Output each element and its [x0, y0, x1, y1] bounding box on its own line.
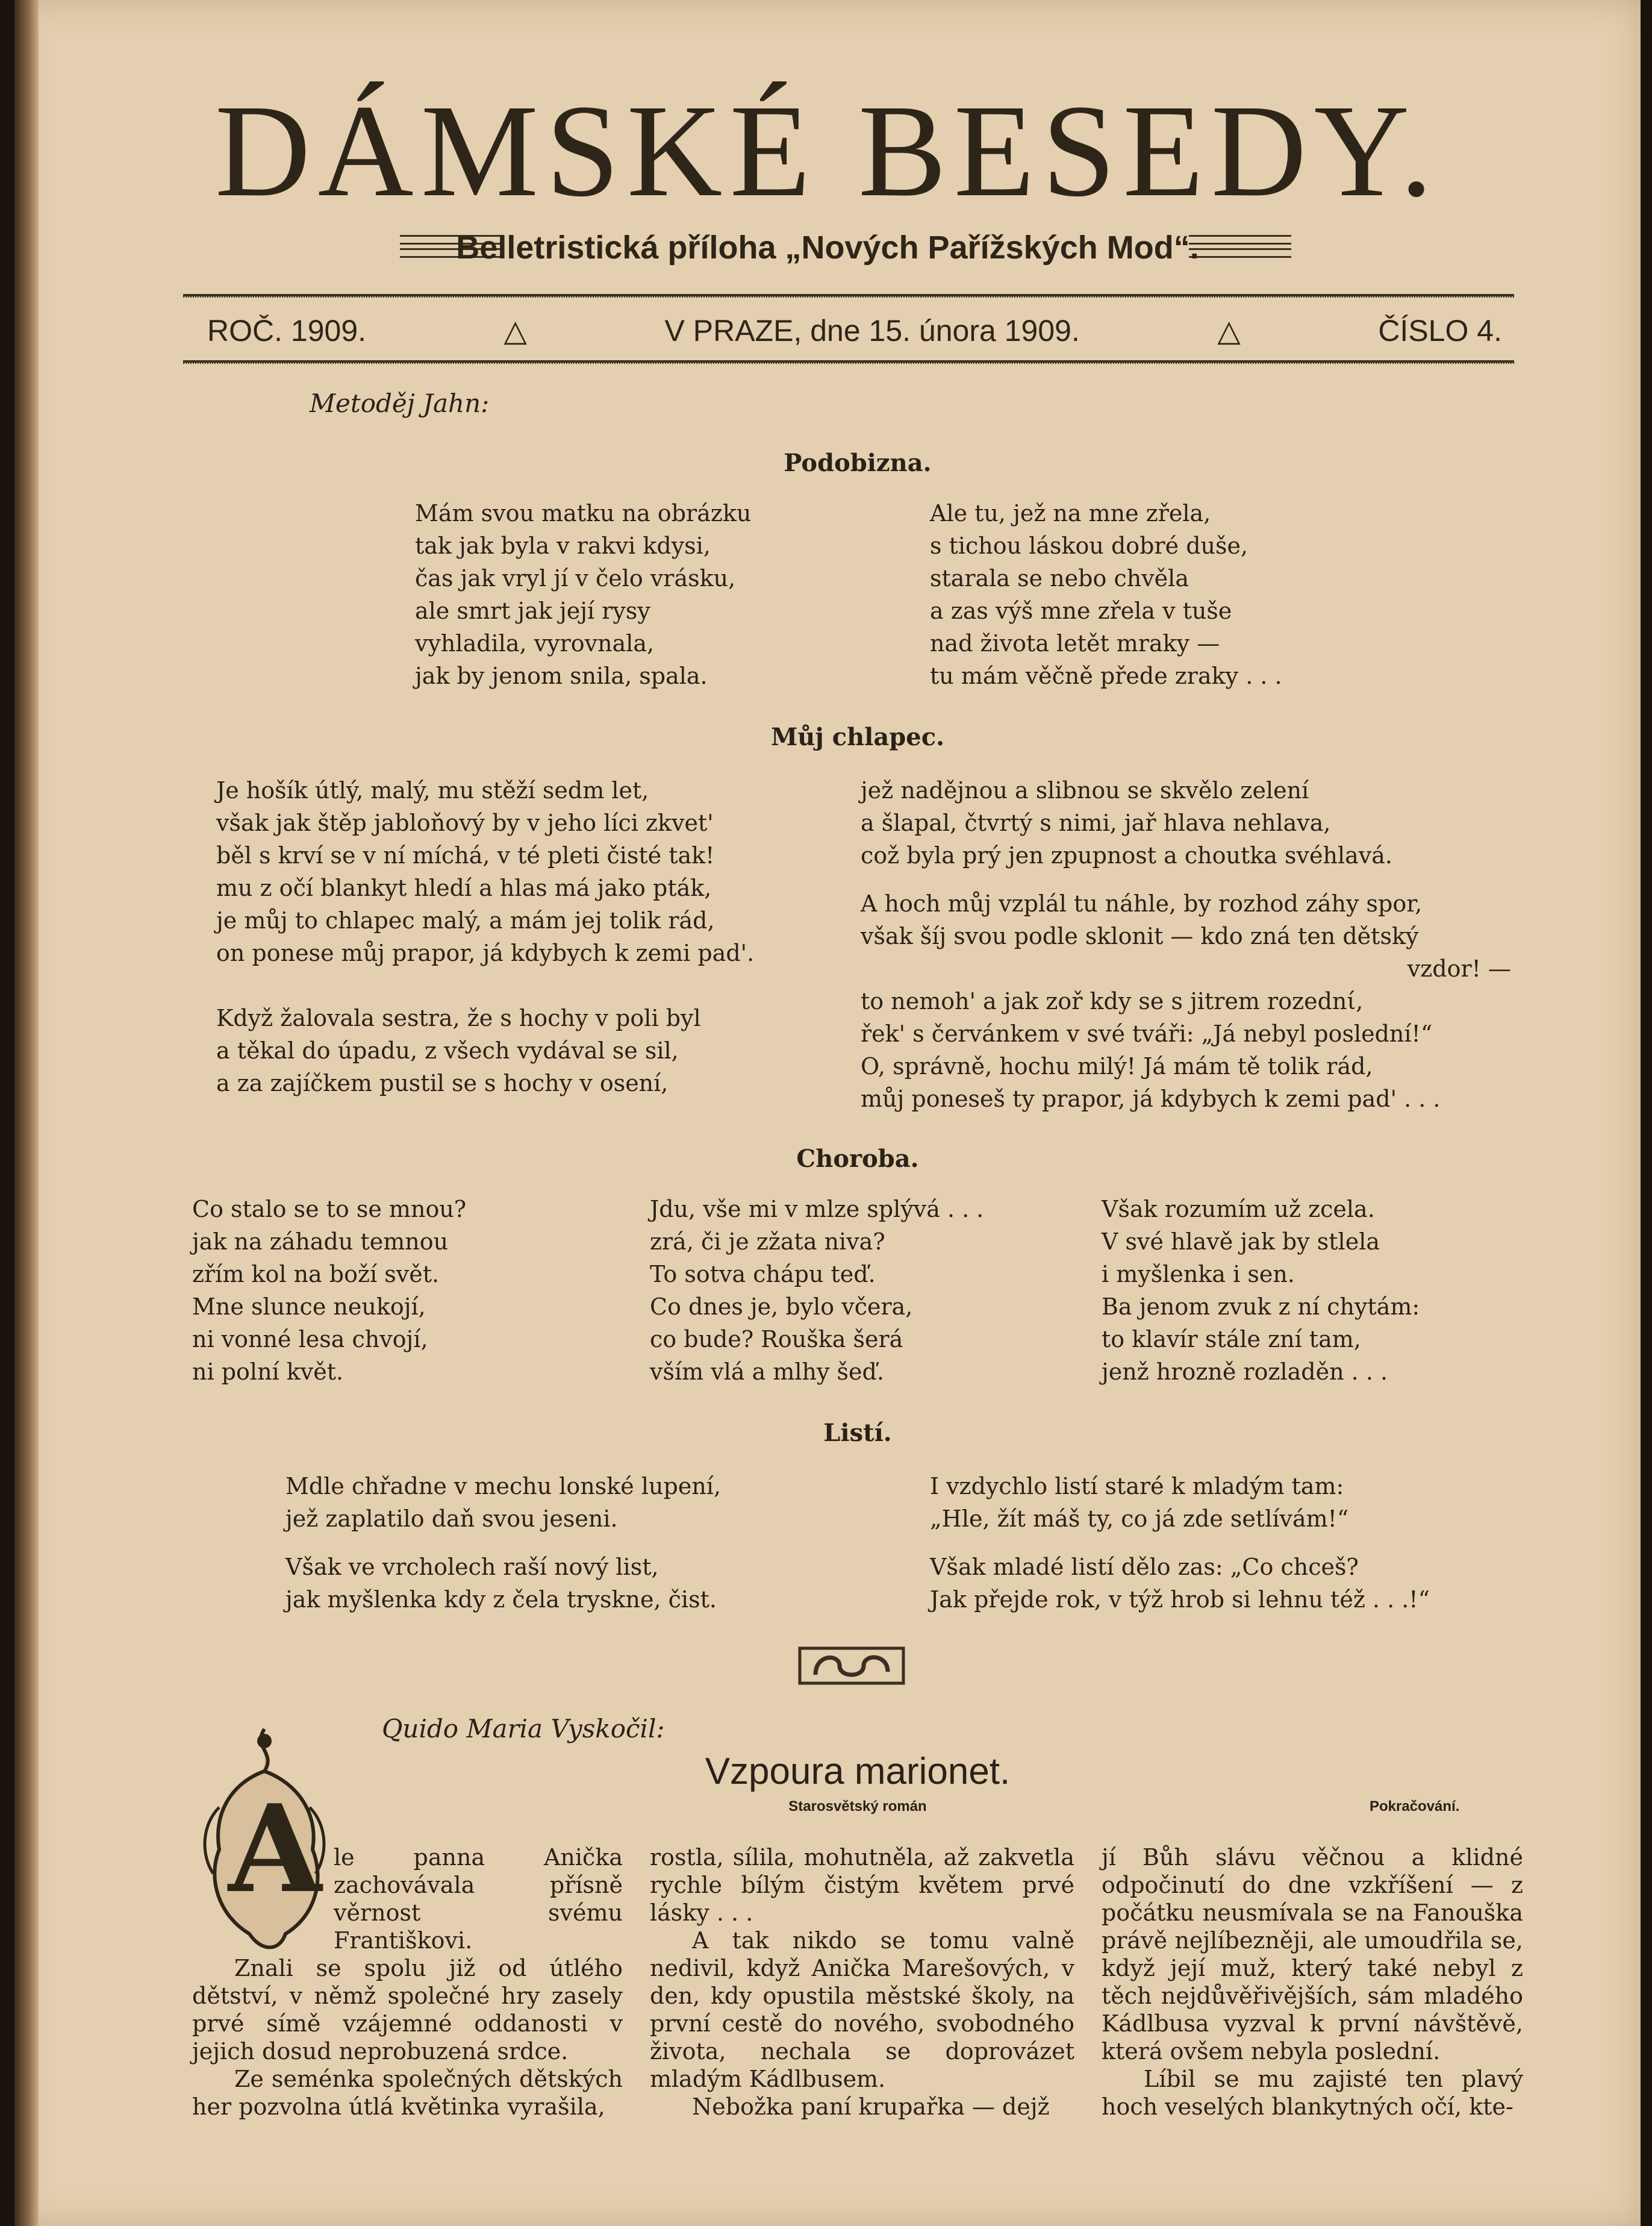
- issue-year: ROČ. 1909.: [207, 314, 367, 348]
- poem-line: jak na záhadu temnou: [192, 1228, 449, 1255]
- poem-line: a těkal do úpadu, z všech vydával se sil,: [216, 1037, 679, 1064]
- poem-line: Však ve vrcholech raší nový list,: [285, 1554, 659, 1580]
- poem-line: Mdle chřadne v mechu lonské lupení,: [285, 1473, 722, 1499]
- poem-line: zrá, či je zžata niva?: [650, 1228, 885, 1255]
- header-rule-bottom: [183, 360, 1514, 364]
- poem-line: řek' s červánkem v své tváři: „Já nebyl poslední!“: [861, 1021, 1433, 1047]
- poems-author: Metoděj Jahn:: [310, 389, 490, 418]
- chlapec-left: [216, 774, 754, 1099]
- poem-line: Co stalo se to se mnou?: [192, 1196, 467, 1222]
- paragraph: jí Bůh slávu věčnou a klidné odpočinutí do dne vzkříšení — z počátku neusmívala se na Fanouška právě nejlíbezněji, ale umoudřila se, když její muž, který také nebyl z těch nejdůvěřivějších, sám mladého Kádlbusa vyzval k první návštěvě, která ovšem nebyla poslední.: [1102, 1844, 1523, 2065]
- choroba-col3: [1102, 1193, 1420, 1388]
- stanza-gap: [930, 1535, 1430, 1551]
- poem-line: Však rozumím už zcela.: [1102, 1196, 1375, 1222]
- choroba-col1: [192, 1193, 466, 1388]
- poem-line: on ponese můj prapor, já kdybych k zemi pad'.: [216, 940, 755, 966]
- novel-title: Vzpoura marionet.: [705, 1751, 1011, 1792]
- poem-line: Jak přejde rok, v týž hrob si lehnu též . . .!“: [930, 1586, 1430, 1613]
- poem-line: Mám svou matku na obrázku: [415, 500, 752, 527]
- poem-line: vzdor! —: [1407, 955, 1511, 982]
- poem-line: ale smrt jak její rysy: [415, 598, 650, 624]
- poem-line: Jdu, vše mi v mlze splývá . . .: [650, 1196, 984, 1222]
- initial-letter: A: [228, 1778, 322, 1920]
- poem-line: vyhladila, vyrovnala,: [415, 630, 655, 657]
- poem-title-choroba: Choroba.: [796, 1145, 919, 1173]
- poem-line: jež zaplatilo daň svou jeseni.: [285, 1505, 618, 1532]
- poem-line: ni polní květ.: [192, 1358, 344, 1385]
- poem-line: jenž hrozně rozladěn . . .: [1102, 1358, 1388, 1385]
- poem-line: „Hle, žít máš ty, co já zde setlívám!“: [930, 1505, 1349, 1532]
- poem-line: běl s krví se v ní míchá, v té pleti čisté tak!: [216, 842, 715, 869]
- poem-line: A hoch můj vzplál tu náhle, by rozhod záhy spor,: [861, 890, 1423, 917]
- poem-line: s tichou láskou dobré duše,: [930, 533, 1248, 559]
- book-spine: [14, 0, 39, 2226]
- poem-line: jak myšlenka kdy z čela tryskne, čist.: [285, 1586, 717, 1613]
- poem-line: vším vlá a mlhy šeď.: [650, 1358, 884, 1385]
- poem-line: O, správně, hochu milý! Já mám tě tolik rád,: [861, 1053, 1373, 1080]
- paragraph: rostla, sílila, mohutněla, až zakvetla rychle bílým čistým květem prvé lásky . . .: [650, 1844, 1074, 1926]
- listi-left: [285, 1470, 721, 1616]
- poem-line: Co dnes je, bylo včera,: [650, 1293, 913, 1320]
- stanza-gap: [285, 1535, 721, 1551]
- paragraph: A tak nikdo se tomu valně nedivil, když Anička Marešových, v den, kdy opustila městské školy, na první cestě do nového, svobodného života, nechala se doprovázet mladým Kádlbusem.: [650, 1927, 1074, 2092]
- poem-line: je můj to chlapec malý, a mám jej tolik rád,: [216, 907, 715, 934]
- poem-line: to nemoh' a jak zoř kdy se s jitrem rozednί,: [861, 988, 1364, 1015]
- poem-line: Když žalovala sestra, že s hochy v poli byl: [216, 1005, 701, 1031]
- triangle-icon: △: [503, 314, 527, 348]
- poem-title-podobizna: Podobizna.: [784, 449, 932, 477]
- poem-line: To sotva chápu teď.: [650, 1261, 876, 1287]
- poem-line: to klavír stále zní tam,: [1102, 1326, 1361, 1352]
- listi-right: [930, 1470, 1430, 1616]
- chlapec-right: [861, 774, 1511, 1115]
- paragraph: le panna Anička zachovávala přísně věrnost svému Františkovi.: [334, 1844, 623, 1954]
- poem-line: I vzdychlo listí staré k mladým tam:: [930, 1473, 1344, 1499]
- poem-line: [216, 969, 754, 1002]
- stanza-gap: [861, 872, 1511, 887]
- paragraph: Znali se spolu již od útlého dětství, v němž společné hry zasely prvé símě vzájemné oddanosti v jejich dosud neprobuzená srdce.: [192, 1955, 623, 2065]
- poem-line: a zas výš mne zřela v tuše: [930, 598, 1232, 624]
- poem-line: však jak štěp jabloňový by v jeho líci zkvet': [216, 810, 714, 836]
- poem-line: starala se nebo chvěla: [930, 565, 1189, 592]
- issue-number: ČÍSLO 4.: [1378, 314, 1502, 348]
- paragraph: Ze seménka společných dětských her pozvolna útlá květinka vyrašila,: [192, 2066, 623, 2120]
- podobizna-left: [415, 497, 751, 692]
- novel-col2: [650, 1843, 1074, 2121]
- paragraph: Nebožka paní krupařka — dejž: [692, 2093, 1050, 2120]
- poem-line: ni vonné lesa chvojí,: [192, 1326, 428, 1352]
- issue-line: [207, 313, 1502, 348]
- novel-col1: [192, 1843, 623, 2121]
- poem-line: Je hošík útlý, malý, mu stěží sedm let,: [216, 777, 649, 804]
- poem-line: co bude? Rouška šerá: [650, 1326, 903, 1352]
- poem-title-listi: Listí.: [823, 1419, 892, 1447]
- newspaper-page: [14, 0, 1641, 2226]
- poem-line: V své hlavě jak by stlela: [1102, 1228, 1380, 1255]
- poem-line: čas jak vryl jí v čelo vrásku,: [415, 565, 736, 592]
- poem-line: Však mladé listí dělo zas: „Co chceš?: [930, 1554, 1359, 1580]
- poem-line: tak jak byla v rakvi kdysi,: [415, 533, 711, 559]
- masthead-title: DÁMSKÉ BESEDY.: [214, 77, 1441, 224]
- poem-line: a šlapal, čtvrtý s nimi, jař hlava nehlava,: [861, 810, 1331, 836]
- poem-line: jak by jenom snila, spala.: [415, 663, 708, 689]
- poem-line: tu mám věčně přede zraky . . .: [930, 663, 1282, 689]
- novel-continued: Pokračování.: [1370, 1798, 1460, 1815]
- choroba-col2: [650, 1193, 983, 1388]
- triangle-icon: △: [1217, 314, 1241, 348]
- poem-line: Ba jenom zvuk z ní chytám:: [1102, 1293, 1420, 1320]
- poem-title-chlapec: Můj chlapec.: [770, 723, 944, 751]
- poem-line: jež nadějnou a slibnou se skvělo zelení: [861, 777, 1309, 804]
- poem-line: mu z očí blankyt hledí a hlas má jako pták,: [216, 875, 712, 901]
- poem-line: Mne slunce neukojí,: [192, 1293, 426, 1320]
- poem-line: můj poneseš ty prapor, já kdybych k zemi pad' . . .: [861, 1086, 1441, 1112]
- masthead-subtitle: Belletristická příloha „Nových Pařížských Mod“.: [456, 230, 1199, 266]
- ornament-icon: [797, 1645, 906, 1687]
- novel-col3: [1102, 1843, 1523, 2121]
- poem-line: a za zajíčkem pustil se s hochy v osení,: [216, 1070, 669, 1096]
- novel-author: Quido Maria Vyskočil:: [382, 1714, 665, 1743]
- header-rule-top: [183, 294, 1514, 298]
- poem-line: nad života letět mraky —: [930, 630, 1220, 657]
- podobizna-right: [930, 497, 1282, 692]
- novel-subtitle: Starosvětský román: [788, 1798, 927, 1815]
- paragraph: Líbil se mu zajisté ten plavý hoch veselých blankytných očí, kte-: [1102, 2066, 1523, 2120]
- poem-line: Ale tu, jež na mne zřela,: [930, 500, 1211, 527]
- issue-place-date: V PRAZE, dne 15. února 1909.: [664, 314, 1080, 348]
- poem-line: zřím kol na boží svět.: [192, 1261, 440, 1287]
- poem-line: i myšlenka i sen.: [1102, 1261, 1295, 1287]
- poem-line: však šíj svou podle sklonit — kdo zná ten dětský: [861, 923, 1419, 949]
- poem-line: což byla prý jen zpupnost a choutka svéhlavá.: [861, 842, 1392, 869]
